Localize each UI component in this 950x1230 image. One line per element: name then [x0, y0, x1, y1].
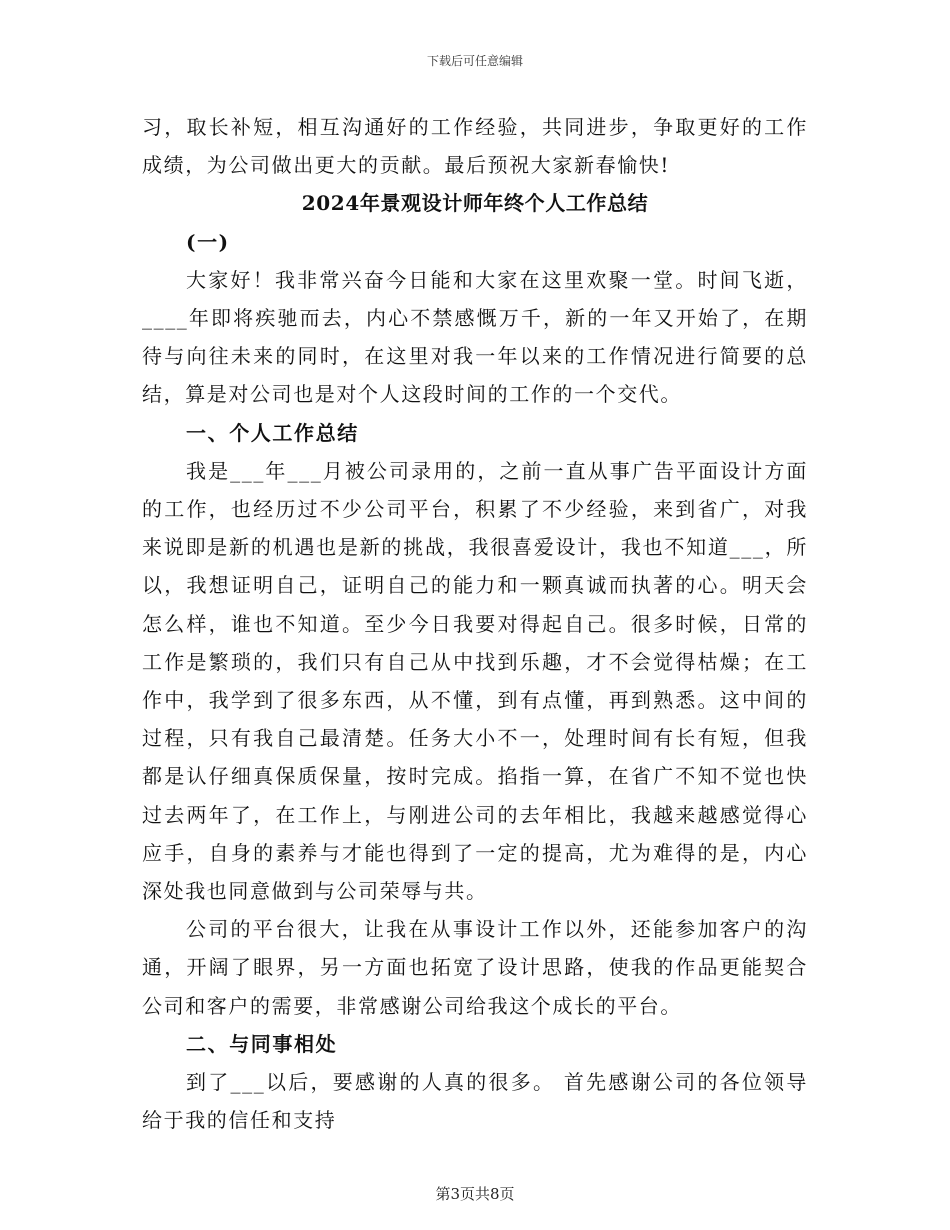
paragraph-thanks: 到了___以后，要感谢的人真的很多。 首先感谢公司的各位领导给于我的信任和支持 — [142, 1070, 808, 1133]
section-part-label: (一) — [186, 229, 230, 254]
paragraph-continuation: 习，取长补短，相互沟通好的工作经验，共同进步，争取更好的工作成绩，为公司做出更大的贡献。最后预祝大家新春愉快! — [142, 115, 808, 178]
page-number: 第3页共8页 — [435, 1185, 515, 1203]
document-body — [142, 108, 808, 1139]
heading-personal-summary: 一、个人工作总结 — [186, 420, 359, 445]
paragraph-company-platform: 公司的平台很大，让我在从事设计工作以外，还能参加客户的沟通，开阔了眼界，另一方面也拓宽了设计思路，使我的作品更能契合公司和客户的需要，非常感谢公司给我这个成长的平台。 — [142, 917, 808, 1018]
paragraph-personal-summary: 我是___年___月被公司录用的，之前一直从事广告平面设计方面的工作，也经历过不少公司平台，积累了不少经验，来到省广，对我来说即是新的机遇也是新的挑战，我很喜爱设计，我也不知道___，所以，我想证明自己，证明自己的能力和一颗真诚而执著的心。明天会怎么样，谁也不知道。至少今日我要对得起自己。很多时候，日常的工作是繁琐的，我们只有自己从中找到乐趣，才不会觉得枯燥；在工作中，我学到了很多东西，从不懂，到有点懂，再到熟悉。这中间的过程，只有我自己最清楚。任务大小不一，处理时间有长有短，但我都是认仔细真保质保量，按时完成。掐指一算，在省广不知不觉也快过去两年了，在工作上，与刚进公司的去年相比，我越来越感觉得心应手，自身的素养与才能也得到了一定的提高，尤为难得的是，内心深处我也同意做到与公司荣辱与共。 — [142, 458, 808, 904]
paragraph-greeting: 大家好！我非常兴奋今日能和大家在这里欢聚一堂。时间飞逝，____年即将疾驰而去，内心不禁感慨万千，新的一年又开始了，在期待与向往未来的同时，在这里对我一年以来的工作情况进行简要的总结，算是对公司也是对个人这段时间的工作的一个交代。 — [142, 267, 808, 407]
heading-colleagues: 二、与同事相处 — [186, 1031, 338, 1056]
page-header-note: 下载后可任意编辑 — [426, 54, 523, 68]
document-title: 2024年景观设计师年终个人工作总结 — [301, 191, 649, 216]
